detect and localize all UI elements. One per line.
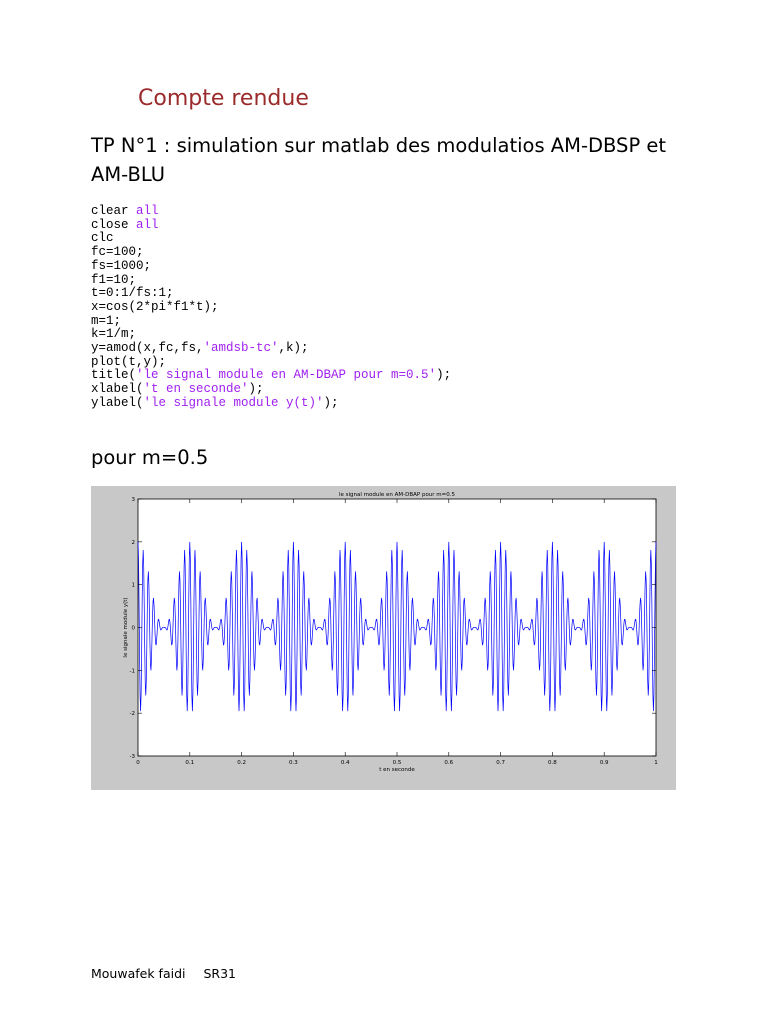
x-tick-label: 0.6 xyxy=(444,760,454,766)
code-line xyxy=(91,245,144,259)
code-token-string: all xyxy=(136,204,159,218)
x-tick-label: 0.3 xyxy=(289,760,298,766)
code-token: fs=1000; xyxy=(91,258,152,273)
code-token: title( xyxy=(91,368,137,383)
y-tick-label: 2 xyxy=(131,539,135,546)
code-token: plot(t,y); xyxy=(91,354,167,369)
code-token: ); xyxy=(323,395,339,410)
code-token: clear xyxy=(91,204,137,218)
am-signal-plot xyxy=(91,486,676,790)
x-tick-label: 0.1 xyxy=(185,760,195,766)
code-line xyxy=(91,368,451,382)
x-tick-label: 1 xyxy=(654,760,658,766)
tp-title: TP N°1 : simulation sur matlab des modulatios AM-DBSP et AM-BLU xyxy=(91,134,667,186)
y-tick-label: -3 xyxy=(129,754,135,760)
code-token-string: 'le signale module y(t)' xyxy=(143,395,324,410)
code-token: t=0:1/fs:1; xyxy=(91,286,174,301)
x-tick-label: 0.8 xyxy=(548,760,557,766)
code-token-string: 'le signal module en AM-DBAP pour m=0.5' xyxy=(136,368,437,383)
code-token: f1=10; xyxy=(91,272,137,287)
code-line xyxy=(91,218,159,232)
code-token: ); xyxy=(248,382,264,397)
code-token: ); xyxy=(436,368,452,383)
y-tick-label: 0 xyxy=(131,625,135,632)
y-tick-label: 3 xyxy=(131,497,135,503)
code-token: xlabel( xyxy=(91,382,144,397)
code-line xyxy=(91,273,136,287)
x-tick-label: 0 xyxy=(136,760,140,766)
x-tick-label: 0.2 xyxy=(237,760,246,766)
x-axis-label: t en seconde xyxy=(379,767,415,773)
code-token-string: 'amdsb-tc' xyxy=(203,341,279,356)
code-line xyxy=(91,382,264,396)
code-token: k=1/m; xyxy=(91,327,137,342)
code-line xyxy=(91,314,121,328)
code-token: close xyxy=(91,217,137,232)
code-token-string: 't en seconde' xyxy=(143,382,249,397)
section-subheading: pour m=0.5 xyxy=(91,446,209,469)
code-line xyxy=(91,231,114,245)
code-line xyxy=(91,341,309,355)
page-footer xyxy=(91,966,250,981)
code-line xyxy=(91,300,219,314)
y-axis-label: le signale module y(t) xyxy=(123,597,129,658)
chart-title: le signal module en AM-DBAP pour m=0.5 xyxy=(338,492,456,498)
code-token: m=1; xyxy=(91,313,122,328)
code-token: x=cos(2*pi*f1*t); xyxy=(91,299,219,314)
code-line xyxy=(91,259,151,273)
code-token-string: all xyxy=(136,217,159,232)
y-tick-label: -1 xyxy=(129,668,135,675)
code-token: fc=100; xyxy=(91,245,144,260)
y-tick-label: -2 xyxy=(129,711,135,718)
code-token: y=amod(x,fc,fs, xyxy=(91,341,204,356)
code-line xyxy=(91,396,339,410)
code-line xyxy=(91,286,174,300)
x-tick-label: 0.5 xyxy=(392,760,402,766)
code-line xyxy=(91,327,136,341)
class-code: SR31 xyxy=(203,966,236,981)
code-token: clc xyxy=(91,231,114,246)
code-token: ,k); xyxy=(278,341,309,356)
x-tick-label: 0.7 xyxy=(496,760,505,766)
x-tick-label: 0.9 xyxy=(599,760,609,766)
matlab-figure xyxy=(91,486,676,790)
code-line xyxy=(91,355,166,369)
report-heading: Compte rendue xyxy=(138,86,309,111)
code-line xyxy=(91,204,159,218)
matlab-code-block xyxy=(91,205,451,411)
x-tick-label: 0.4 xyxy=(340,760,350,766)
code-token: ylabel( xyxy=(91,395,144,410)
author-name: Mouwafek faidi xyxy=(91,966,186,981)
y-tick-label: 1 xyxy=(131,582,135,589)
